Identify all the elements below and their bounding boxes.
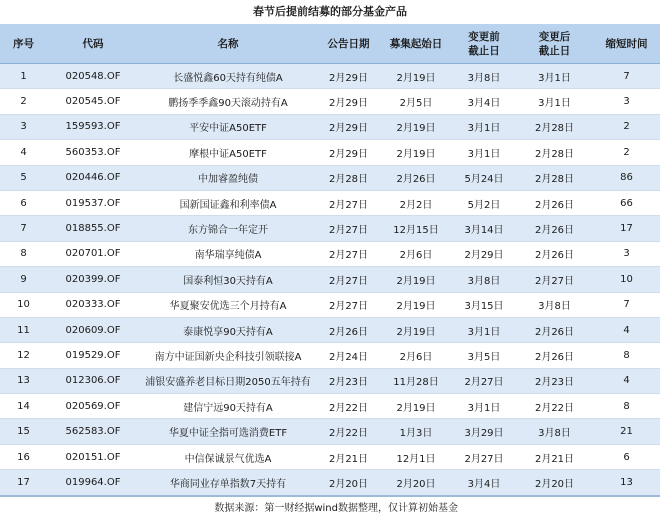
cell-name: 长盛悦鑫60天持有纯债A <box>139 64 317 89</box>
cell-new-deadline: 2月28日 <box>516 114 593 139</box>
cell-announce-date: 2月27日 <box>317 267 380 292</box>
cell-name: 国泰利恒30天持有A <box>139 267 317 292</box>
cell-old-deadline: 3月8日 <box>452 64 516 89</box>
cell-announce-date: 2月20日 <box>317 470 380 496</box>
cell-code: 560353.OF <box>47 140 139 165</box>
table-row <box>0 394 660 419</box>
cell-new-deadline: 2月26日 <box>516 241 593 266</box>
cell-shortened-days: 2 <box>593 140 660 165</box>
cell-old-deadline: 3月4日 <box>452 89 516 114</box>
cell-name: 中信保诚景气优选A <box>139 444 317 469</box>
cell-old-deadline: 3月8日 <box>452 267 516 292</box>
cell-shortened-days: 21 <box>593 419 660 444</box>
table-title: 春节后提前结募的部分基金产品 <box>253 5 407 18</box>
cell-start-date: 12月15日 <box>380 216 452 241</box>
cell-old-deadline: 3月1日 <box>452 114 516 139</box>
cell-announce-date: 2月29日 <box>317 89 380 114</box>
header-new-deadline <box>516 24 593 64</box>
cell-new-deadline: 2月26日 <box>516 216 593 241</box>
cell-name: 东方锦合一年定开 <box>139 216 317 241</box>
cell-announce-date: 2月21日 <box>317 444 380 469</box>
cell-code: 020151.OF <box>47 444 139 469</box>
cell-name: 建信宁远90天持有A <box>139 394 317 419</box>
header-index <box>0 24 47 64</box>
header-label: 名称 <box>217 37 239 50</box>
table-body <box>0 64 660 496</box>
table-row <box>0 317 660 342</box>
cell-code: 019529.OF <box>47 343 139 368</box>
header-label: 公告日期 <box>327 37 370 50</box>
table-row <box>0 444 660 469</box>
cell-announce-date: 2月29日 <box>317 64 380 89</box>
cell-shortened-days: 10 <box>593 267 660 292</box>
cell-shortened-days: 7 <box>593 292 660 317</box>
cell-old-deadline: 3月29日 <box>452 419 516 444</box>
cell-announce-date: 2月26日 <box>317 317 380 342</box>
cell-index: 8 <box>0 241 47 266</box>
cell-start-date: 2月2日 <box>380 190 452 215</box>
cell-index: 5 <box>0 165 47 190</box>
header-start-date <box>380 24 452 64</box>
cell-code: 020333.OF <box>47 292 139 317</box>
cell-old-deadline: 2月29日 <box>452 241 516 266</box>
cell-code: 020548.OF <box>47 64 139 89</box>
cell-name: 华夏中证全指可选消费ETF <box>139 419 317 444</box>
cell-new-deadline: 2月26日 <box>516 317 593 342</box>
cell-old-deadline: 3月5日 <box>452 343 516 368</box>
cell-name: 国新国证鑫和利率债A <box>139 190 317 215</box>
header-label: 变更后 <box>538 30 571 43</box>
data-source-note: 数据来源：第一财经据wind数据整理，仅计算初始基金 <box>214 502 458 514</box>
cell-index: 12 <box>0 343 47 368</box>
table-row <box>0 190 660 215</box>
cell-announce-date: 2月28日 <box>317 165 380 190</box>
cell-index: 6 <box>0 190 47 215</box>
cell-new-deadline: 2月21日 <box>516 444 593 469</box>
table-row <box>0 89 660 114</box>
cell-announce-date: 2月23日 <box>317 368 380 393</box>
cell-announce-date: 2月22日 <box>317 394 380 419</box>
cell-old-deadline: 3月4日 <box>452 470 516 496</box>
cell-new-deadline: 3月8日 <box>516 419 593 444</box>
header-label: 截止日 <box>468 44 500 57</box>
cell-shortened-days: 7 <box>593 64 660 89</box>
cell-shortened-days: 3 <box>593 241 660 266</box>
cell-announce-date: 2月27日 <box>317 216 380 241</box>
cell-name: 南方中证国新央企科技引领联接A <box>139 343 317 368</box>
cell-start-date: 2月26日 <box>380 165 452 190</box>
table-row <box>0 165 660 190</box>
table-row <box>0 470 660 496</box>
cell-old-deadline: 3月1日 <box>452 317 516 342</box>
cell-code: 020545.OF <box>47 89 139 114</box>
cell-shortened-days: 2 <box>593 114 660 139</box>
cell-shortened-days: 4 <box>593 368 660 393</box>
cell-old-deadline: 3月1日 <box>452 394 516 419</box>
cell-new-deadline: 2月27日 <box>516 267 593 292</box>
header-label: 变更前 <box>468 30 500 43</box>
table-row <box>0 114 660 139</box>
cell-code: 020446.OF <box>47 165 139 190</box>
cell-old-deadline: 3月14日 <box>452 216 516 241</box>
header-label: 募集起始日 <box>389 37 443 50</box>
cell-start-date: 12月1日 <box>380 444 452 469</box>
cell-index: 14 <box>0 394 47 419</box>
cell-start-date: 2月19日 <box>380 394 452 419</box>
cell-new-deadline: 2月20日 <box>516 470 593 496</box>
cell-announce-date: 2月29日 <box>317 140 380 165</box>
cell-shortened-days: 4 <box>593 317 660 342</box>
header-code <box>47 24 139 64</box>
header-name <box>139 24 317 64</box>
cell-index: 16 <box>0 444 47 469</box>
cell-name: 中加睿盈纯债 <box>139 165 317 190</box>
cell-name: 南华瑞享纯债A <box>139 241 317 266</box>
cell-announce-date: 2月22日 <box>317 419 380 444</box>
cell-name: 华商同业存单指数7天持有 <box>139 470 317 496</box>
header-label: 缩短时间 <box>605 37 648 50</box>
cell-start-date: 2月6日 <box>380 241 452 266</box>
cell-index: 9 <box>0 267 47 292</box>
table-row <box>0 292 660 317</box>
table-row <box>0 267 660 292</box>
cell-start-date: 2月19日 <box>380 267 452 292</box>
cell-new-deadline: 3月1日 <box>516 89 593 114</box>
cell-old-deadline: 3月1日 <box>452 140 516 165</box>
cell-start-date: 2月6日 <box>380 343 452 368</box>
cell-old-deadline: 3月15日 <box>452 292 516 317</box>
cell-code: 019964.OF <box>47 470 139 496</box>
cell-shortened-days: 8 <box>593 394 660 419</box>
table-row <box>0 241 660 266</box>
header-label: 序号 <box>13 37 34 50</box>
cell-index: 17 <box>0 470 47 496</box>
cell-start-date: 2月19日 <box>380 114 452 139</box>
cell-shortened-days: 17 <box>593 216 660 241</box>
header-shortened-days <box>593 24 660 64</box>
cell-index: 7 <box>0 216 47 241</box>
header-announce-date <box>317 24 380 64</box>
cell-new-deadline: 3月1日 <box>516 64 593 89</box>
cell-code: 012306.OF <box>47 368 139 393</box>
cell-announce-date: 2月27日 <box>317 292 380 317</box>
cell-code: 020609.OF <box>47 317 139 342</box>
cell-shortened-days: 66 <box>593 190 660 215</box>
cell-code: 020399.OF <box>47 267 139 292</box>
header-old-deadline <box>452 24 516 64</box>
cell-new-deadline: 2月26日 <box>516 343 593 368</box>
cell-index: 10 <box>0 292 47 317</box>
table-row <box>0 64 660 89</box>
cell-start-date: 1月3日 <box>380 419 452 444</box>
cell-start-date: 2月19日 <box>380 292 452 317</box>
cell-index: 11 <box>0 317 47 342</box>
cell-announce-date: 2月27日 <box>317 190 380 215</box>
cell-code: 018855.OF <box>47 216 139 241</box>
cell-shortened-days: 8 <box>593 343 660 368</box>
header-label: 代码 <box>82 37 104 50</box>
cell-announce-date: 2月29日 <box>317 114 380 139</box>
cell-start-date: 2月20日 <box>380 470 452 496</box>
cell-announce-date: 2月24日 <box>317 343 380 368</box>
cell-index: 4 <box>0 140 47 165</box>
cell-new-deadline: 2月23日 <box>516 368 593 393</box>
cell-new-deadline: 3月8日 <box>516 292 593 317</box>
table-header <box>0 24 660 64</box>
cell-start-date: 2月19日 <box>380 64 452 89</box>
cell-code: 562583.OF <box>47 419 139 444</box>
cell-old-deadline: 2月27日 <box>452 444 516 469</box>
cell-start-date: 2月5日 <box>380 89 452 114</box>
cell-code: 019537.OF <box>47 190 139 215</box>
header-label: 截止日 <box>538 44 571 57</box>
cell-name: 浦银安盛养老目标日期2050五年持有 <box>139 368 317 393</box>
cell-index: 13 <box>0 368 47 393</box>
cell-name: 泰康悦享90天持有A <box>139 317 317 342</box>
cell-name: 摩根中证A50ETF <box>139 140 317 165</box>
cell-shortened-days: 13 <box>593 470 660 496</box>
cell-code: 020701.OF <box>47 241 139 266</box>
cell-shortened-days: 6 <box>593 444 660 469</box>
cell-shortened-days: 86 <box>593 165 660 190</box>
cell-shortened-days: 3 <box>593 89 660 114</box>
funds-table <box>0 24 660 497</box>
cell-announce-date: 2月27日 <box>317 241 380 266</box>
cell-old-deadline: 5月2日 <box>452 190 516 215</box>
cell-name: 鹏扬季季鑫90天滚动持有A <box>139 89 317 114</box>
cell-index: 1 <box>0 64 47 89</box>
table-row <box>0 419 660 444</box>
cell-name: 平安中证A50ETF <box>139 114 317 139</box>
cell-old-deadline: 2月27日 <box>452 368 516 393</box>
table-row <box>0 343 660 368</box>
cell-new-deadline: 2月26日 <box>516 190 593 215</box>
cell-start-date: 2月19日 <box>380 140 452 165</box>
cell-name: 华夏聚安优选三个月持有A <box>139 292 317 317</box>
cell-code: 020569.OF <box>47 394 139 419</box>
cell-code: 159593.OF <box>47 114 139 139</box>
cell-start-date: 2月19日 <box>380 317 452 342</box>
cell-new-deadline: 2月22日 <box>516 394 593 419</box>
table-row <box>0 216 660 241</box>
cell-index: 15 <box>0 419 47 444</box>
cell-new-deadline: 2月28日 <box>516 140 593 165</box>
cell-new-deadline: 2月28日 <box>516 165 593 190</box>
cell-index: 2 <box>0 89 47 114</box>
table-row <box>0 140 660 165</box>
cell-old-deadline: 5月24日 <box>452 165 516 190</box>
cell-start-date: 11月28日 <box>380 368 452 393</box>
table-row <box>0 368 660 393</box>
cell-index: 3 <box>0 114 47 139</box>
header-row <box>0 24 660 64</box>
